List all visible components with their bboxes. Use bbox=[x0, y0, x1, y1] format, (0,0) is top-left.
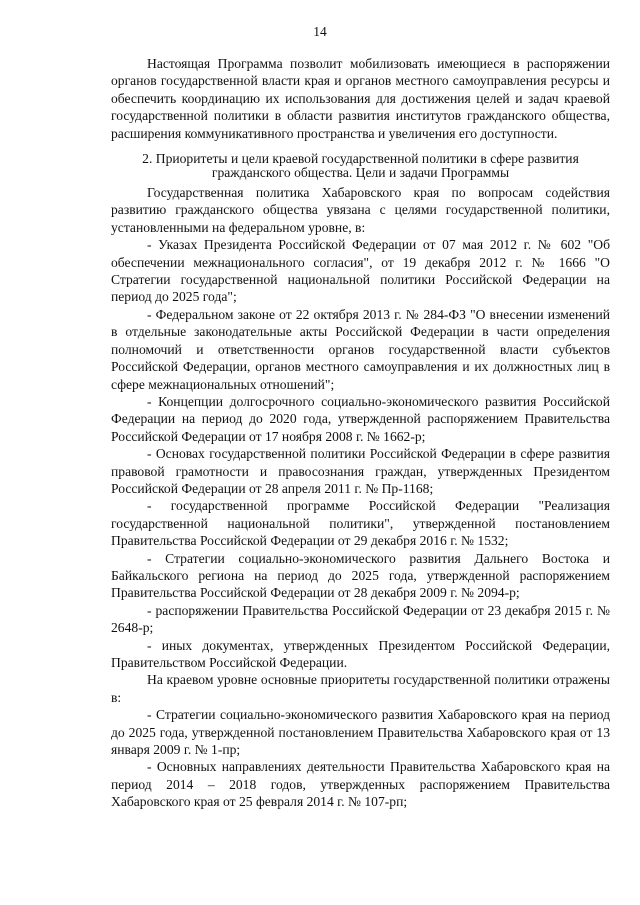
list-item-state-program: - государственной программе Российской Федерации "Реализация государственной национальной политики", утвержденной постановлением Правительства Российской Федерации от 29 декабря 2016 г. № 1532; bbox=[111, 498, 610, 549]
intro-paragraph: Настоящая Программа позволит мобилизовать имеющиеся в распоряжении органов государственной власти края и органов местного самоуправления ресурсы и обеспечить координацию их использования для достижения целей и задач краевой государственной политики в области развития институтов гражданского общества, расширения коммуникативного пространства и увеличения его доступности. bbox=[111, 56, 610, 141]
list-item-legal-literacy-basics: - Основах государственной политики Российской Федерации в сфере развития правовой грамотности и правосознания граждан, утвержденных Президентом Российской Федерации от 28 апреля 2011 г. № Пр-1168; bbox=[111, 446, 610, 496]
paragraph-policy-linkage: Государственная политика Хабаровского края по вопросам содействия развитию гражданского общества увязана с целями государственной политики, установленными на федеральном уровне, в: bbox=[111, 185, 610, 235]
list-item-government-order: - распоряжении Правительства Российской Федерации от 23 декабря 2015 г. № 2648-р; bbox=[111, 602, 610, 636]
page-number: 14 bbox=[313, 24, 327, 39]
list-item-government-directions: - Основных направлениях деятельности Правительства Хабаровского края на период 2014 – 2018 годов, утвержденных распоряжением Правительства Хабаровского края от 25 февраля 2014 г. № 107-рп; bbox=[111, 759, 610, 810]
list-item-federal-law: - Федеральном законе от 22 октября 2013 г. № 284-ФЗ "О внесении изменений в отдельные законодательные акты Российской Федерации в части определения полномочий и ответственности органов государственной власти субъектов Российской Федерации, органов местного самоуправления и их должностных лиц в сфере межнациональных отношений"; bbox=[111, 306, 610, 392]
list-item-presidential-decrees: - Указах Президента Российской Федерации от 07 мая 2012 г. № 602 "Об обеспечении межнационального согласия", от 19 декабря 2012 г. № 1666 "О Стратегии государственной национальной политики Российской Федерации на период до 2025 года"; bbox=[111, 237, 610, 305]
list-item-other-documents: - иных документах, утвержденных Президентом Российской Федерации, Правительством Российской Федерации. bbox=[111, 637, 610, 670]
list-item-khabarovsk-strategy: - Стратегии социально-экономического развития Хабаровского края на период до 2025 года, утвержденной постановлением Правительства Хабаровского края от 13 января 2009 г. № 1-пр; bbox=[111, 707, 610, 758]
document-body bbox=[111, 55, 610, 811]
list-item-long-term-concept: - Концепции долгосрочного социально-экономического развития Российской Федерации на период до 2020 года, утвержденной распоряжением Правительства Российской Федерации от 17 ноября 2008 г. № 1662-р; bbox=[111, 393, 610, 444]
paragraph-regional-priorities: На краевом уровне основные приоритеты государственной политики отражены в: bbox=[111, 672, 610, 705]
section-heading: 2. Приоритеты и цели краевой государственной политики в сфере развития гражданского общества. Цели и задачи Программы bbox=[142, 151, 579, 181]
list-item-far-east-strategy: - Стратегии социально-экономического развития Дальнего Востока и Байкальского региона на период до 2025 года, утвержденной распоряжением Правительства Российской Федерации от 28 декабря 2009 г. № 2094-р; bbox=[111, 550, 610, 601]
